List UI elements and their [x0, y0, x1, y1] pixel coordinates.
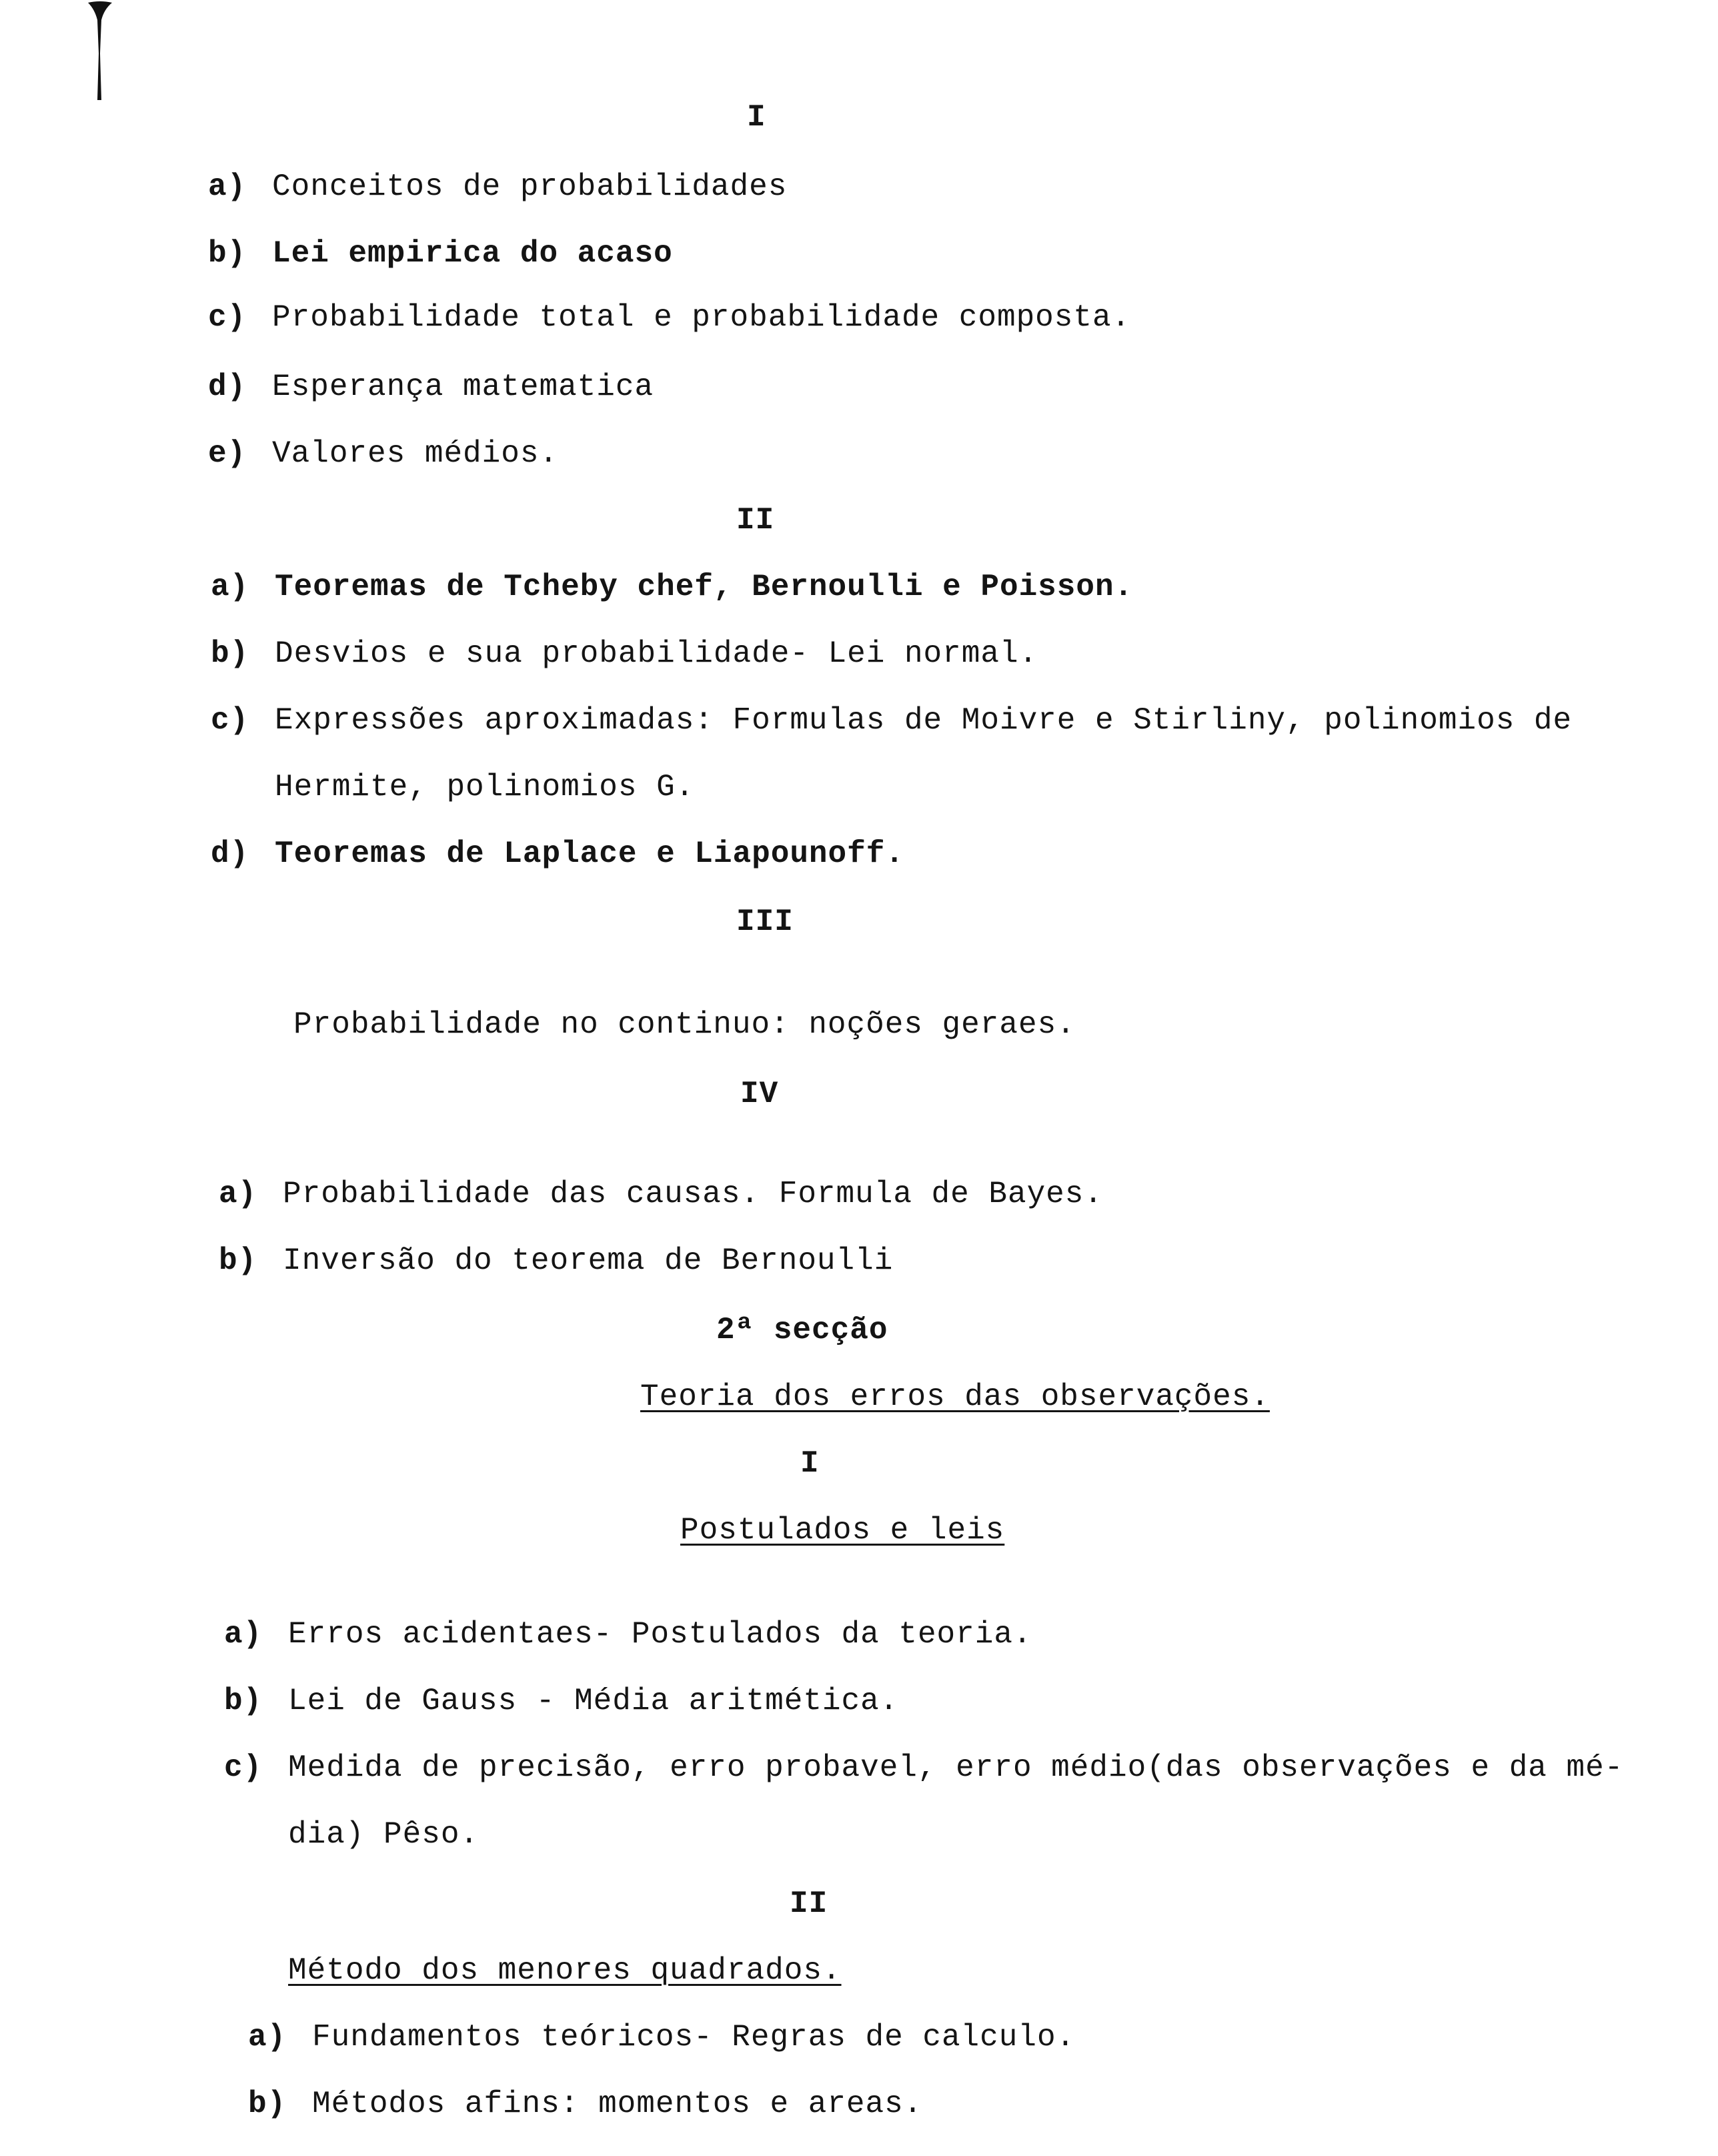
list-item — [224, 1682, 898, 1720]
roman-heading-IV: IV — [740, 1077, 779, 1111]
list-item — [208, 435, 558, 472]
item-marker: c) — [224, 1750, 263, 1785]
item-text: Desvios e sua probabilidade- Lei normal. — [275, 636, 1038, 671]
list-item — [211, 702, 1572, 739]
item-text: Lei de Gauss - Média aritmética. — [288, 1684, 899, 1718]
subtitle-metodo: Método dos menores quadrados. — [288, 1953, 842, 1988]
item-marker: c) — [211, 703, 249, 738]
item-text: Valores médios. — [272, 436, 559, 471]
paragraph-III: Probabilidade no continuo: noções geraes. — [293, 1007, 1076, 1042]
item-marker: d) — [208, 370, 247, 404]
item-text: Inversão do teorema de Bernoulli — [283, 1243, 894, 1278]
list-item — [219, 1242, 893, 1279]
item-marker: b) — [224, 1684, 263, 1718]
list-item — [208, 168, 787, 205]
list-item — [208, 368, 654, 406]
ink-blot-mark — [87, 0, 113, 100]
item-marker: a) — [208, 169, 247, 204]
roman-heading-I: I — [800, 1446, 820, 1481]
item-text: Lei empirica do acaso — [272, 236, 673, 271]
item-text: Expressões aproximadas: Formulas de Moivre e Stirliny, polinomios de — [275, 703, 1573, 738]
section-label: 2ª secção — [716, 1313, 888, 1348]
item-text: Hermite, polinomios G. — [275, 770, 695, 804]
list-item — [219, 1175, 1103, 1213]
item-text: Teoremas de Tcheby chef, Bernoulli e Poisson. — [275, 570, 1134, 604]
item-marker: b) — [208, 236, 247, 271]
section-title: Teoria dos erros das observações. — [640, 1380, 1270, 1414]
list-item-continuation — [211, 768, 694, 806]
item-text: Teoremas de Laplace e Liapounoff. — [275, 837, 904, 871]
item-marker: a) — [224, 1617, 263, 1652]
item-marker: b) — [211, 636, 249, 671]
list-item — [211, 568, 1133, 606]
item-marker: e) — [208, 436, 247, 471]
list-item — [211, 835, 904, 873]
subtitle-postulados: Postulados e leis — [680, 1513, 1005, 1548]
item-marker: a) — [248, 2020, 287, 2055]
roman-heading-I: I — [747, 100, 766, 135]
list-item — [224, 1616, 1032, 1653]
list-item — [208, 235, 673, 272]
list-item-continuation — [224, 1816, 479, 1853]
item-marker: a) — [211, 570, 249, 604]
list-item — [208, 299, 1130, 336]
item-text: Métodos afins: momentos e areas. — [312, 2087, 923, 2121]
item-marker: c) — [208, 300, 247, 335]
roman-heading-II: II — [790, 1886, 828, 1921]
item-marker: b) — [219, 1243, 257, 1278]
item-text: Probabilidade total e probabilidade composta. — [272, 300, 1131, 335]
item-text: dia) Pêso. — [288, 1817, 480, 1852]
item-text: Esperança matematica — [272, 370, 654, 404]
roman-heading-III: III — [736, 905, 794, 939]
item-text: Medida de precisão, erro probavel, erro médio(das observações e da mé- — [288, 1750, 1624, 1785]
list-item — [224, 1749, 1623, 1786]
roman-heading-II: II — [736, 503, 775, 538]
list-item — [211, 635, 1038, 672]
item-text: Fundamentos teóricos- Regras de calculo. — [312, 2020, 1076, 2055]
item-marker: a) — [219, 1177, 257, 1211]
item-text: Conceitos de probabilidades — [272, 169, 788, 204]
list-item — [248, 2019, 1075, 2056]
item-text: Probabilidade das causas. Formula de Bayes. — [283, 1177, 1103, 1211]
item-text: Erros acidentaes- Postulados da teoria. — [288, 1617, 1032, 1652]
list-item — [248, 2085, 922, 2123]
item-marker: d) — [211, 837, 249, 871]
item-marker: b) — [248, 2087, 287, 2121]
